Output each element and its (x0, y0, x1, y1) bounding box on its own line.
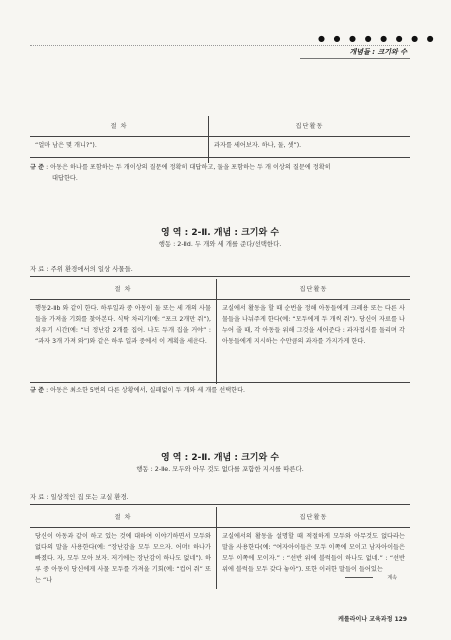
concept-label: 개념들 : 크기와 수 (349, 48, 407, 56)
section2-materials: 자 료 : 주위 환경에서의 일상 사물들. (30, 265, 133, 273)
table1-procedure-header: 절 차 (30, 116, 209, 137)
table2-bottom-rule (30, 382, 410, 383)
criterion-2 (30, 385, 416, 396)
section3-behavior: 행동 : 2-Ⅱe. 모두와 아무 것도 없다를 포함한 지시를 따른다. (136, 465, 304, 473)
section3-title: 영 역 : 2-Ⅱ. 개념 : 크기와 수 (160, 453, 280, 463)
table3-group-cell: 교실에서의 활동을 설명할 때 적절하게 모두와 아무것도 없다라는 말을 사용한다(예: “여자아이들은 모두 이쪽에 모이고 남자아이들은 모두 이쪽에 모이자.” : “선반 위에 블럭들이 하나도 없네.” : “선반 위에 블럭들 모두 갖다 놓아”). 또한 이러한 말들이 들어있는 (222, 533, 405, 573)
table2-top-rule (30, 276, 410, 277)
criterion1-line1: : 아동은 하나를 포함하는 두 개이상의 질문에 정확히 대답하고, 둘을 포함하는 두 개 이상의 질문에 정확히 (46, 164, 331, 171)
criterion2-label: 규 준 (30, 387, 45, 394)
table3-procedure-cell: 당신이 아동과 같이 하고 있는 것에 대하여 이야기하면서 모두와 없다의 말을 사용한다(예: “장난감을 모두 모으자. 어머! 하나가 빠졌다. 자, 모두 모아 보자. 저기에는 장난감이 하나도 없네”). 하루 중 아동이 당신에게 사물 모두를 가져올 기회(예: “컵어 줘” 또는 “나 (30, 528, 217, 590)
table1-procedure-cell: “얼마 남은 몇 개니?”). (30, 137, 209, 164)
header-underline (300, 58, 410, 59)
table2-procedure-cell: 행동2-Ⅱb 와 같이 한다. 하루일과 중 아동이 둘 또는 세 개의 사물들을 가져올 기회를 찾아본다. 식탁 차리기(예: “포크 2개만 줘”), 치우기 시간(예: “너 정난감 2개를 집어. 나도 두개 집을 거야” : “과자 3개 가져 와”)와 같은 하루 일과 중에서 이 계획을 세운다. (30, 300, 217, 385)
table-1 (30, 116, 410, 163)
continued-line (345, 577, 373, 578)
criterion1-line2: 대답한다. (52, 175, 78, 182)
table3-group-header: 집단활동 (217, 507, 411, 528)
table2-procedure-header: 절 차 (30, 279, 217, 300)
table2-group-header: 집단활동 (217, 279, 411, 300)
criterion2-text: : 아동은 최소한 5번의 다른 상황에서, 실패없이 두 개와 세 개를 선택한다. (46, 387, 246, 394)
header-dotted-line (30, 45, 410, 46)
section2-behavior: 행동 : 2-Ⅱd. 두 개와 세 개를 준다/선택한다. (158, 240, 282, 248)
table1-bottom-rule (30, 157, 410, 158)
page-footer: 케롤라이나 교육과정 129 (338, 616, 407, 623)
table1-group-cell: 과자를 세어보자. 하나, 둘, 셋”). (214, 142, 302, 149)
criterion-1 (30, 162, 416, 184)
table3-top-rule (30, 504, 410, 505)
table2-group-cell: 교실에서 활동을 할 때 순번을 정해 아동들에게 크레용 또는 다른 사물들을 나눠주게 한다(예: “모두에게 두 개씩 줘”). 당신이 자료를 나누어 줄 때, 각 아동들 위해 그것을 세어준다 : 과자접시를 돌리며 각 아동들에게 지시하는 수만큼의 과자를 가지가게 한다. (222, 305, 405, 345)
table1-group-header: 집단활동 (209, 116, 411, 137)
continued-label: 계속 (387, 575, 397, 581)
section2-title: 영 역 : 2-Ⅱ. 개념 : 크기와 수 (160, 228, 280, 238)
table3-procedure-header: 절 차 (30, 507, 217, 528)
criterion1-label: 규 준 (30, 164, 45, 171)
section3-materials: 자 료 : 일상적인 집 또는 교실 환경. (30, 493, 129, 501)
header-dots: ● ● ● ● ● ● ● ● (318, 34, 437, 43)
table-2 (30, 279, 410, 384)
